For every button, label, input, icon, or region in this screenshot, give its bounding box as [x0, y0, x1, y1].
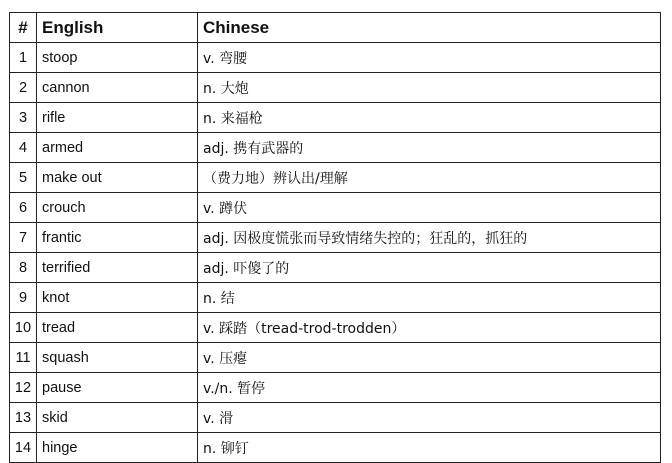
english-word: cannon [37, 73, 198, 103]
row-number: 13 [10, 403, 37, 433]
row-number: 9 [10, 283, 37, 313]
table-row [10, 133, 661, 163]
english-word: make out [37, 163, 198, 193]
column-header-chinese: Chinese [198, 13, 661, 43]
header-row [10, 13, 661, 43]
english-word: tread [37, 313, 198, 343]
chinese-meaning: n. 结 [198, 283, 661, 313]
row-number: 7 [10, 223, 37, 253]
english-word: crouch [37, 193, 198, 223]
chinese-meaning: adj. 携有武器的 [198, 133, 661, 163]
row-number: 14 [10, 433, 37, 463]
chinese-meaning: v. 滑 [198, 403, 661, 433]
chinese-meaning: adj. 吓傻了的 [198, 253, 661, 283]
row-number: 11 [10, 343, 37, 373]
english-word: terrified [37, 253, 198, 283]
english-word: armed [37, 133, 198, 163]
chinese-meaning: （费力地）辨认出/理解 [198, 163, 661, 193]
table-row [10, 163, 661, 193]
table-row [10, 283, 661, 313]
english-word: rifle [37, 103, 198, 133]
chinese-meaning: n. 铆钉 [198, 433, 661, 463]
table-row [10, 403, 661, 433]
english-word: pause [37, 373, 198, 403]
table-row [10, 253, 661, 283]
table-row [10, 193, 661, 223]
chinese-meaning: n. 大炮 [198, 73, 661, 103]
chinese-meaning: n. 来福枪 [198, 103, 661, 133]
english-word: knot [37, 283, 198, 313]
row-number: 5 [10, 163, 37, 193]
english-word: squash [37, 343, 198, 373]
table-row [10, 373, 661, 403]
column-header-english: English [37, 13, 198, 43]
table-row [10, 223, 661, 253]
row-number: 3 [10, 103, 37, 133]
table-row [10, 73, 661, 103]
chinese-meaning: v./n. 暂停 [198, 373, 661, 403]
english-word: stoop [37, 43, 198, 73]
english-word: hinge [37, 433, 198, 463]
row-number: 2 [10, 73, 37, 103]
chinese-meaning: v. 压瘪 [198, 343, 661, 373]
english-word: frantic [37, 223, 198, 253]
chinese-meaning: adj. 因极度慌张而导致情绪失控的；狂乱的，抓狂的 [198, 223, 661, 253]
chinese-meaning: v. 踩踏（tread-trod-trodden） [198, 313, 661, 343]
row-number: 4 [10, 133, 37, 163]
english-word: skid [37, 403, 198, 433]
table-row [10, 43, 661, 73]
row-number: 12 [10, 373, 37, 403]
row-number: 6 [10, 193, 37, 223]
table-row [10, 313, 661, 343]
row-number: 10 [10, 313, 37, 343]
table-row [10, 433, 661, 463]
chinese-meaning: v. 蹲伏 [198, 193, 661, 223]
row-number: 8 [10, 253, 37, 283]
vocabulary-table [9, 12, 661, 463]
row-number: 1 [10, 43, 37, 73]
table-row [10, 343, 661, 373]
table-row [10, 103, 661, 133]
chinese-meaning: v. 弯腰 [198, 43, 661, 73]
column-header-number: # [10, 13, 37, 43]
